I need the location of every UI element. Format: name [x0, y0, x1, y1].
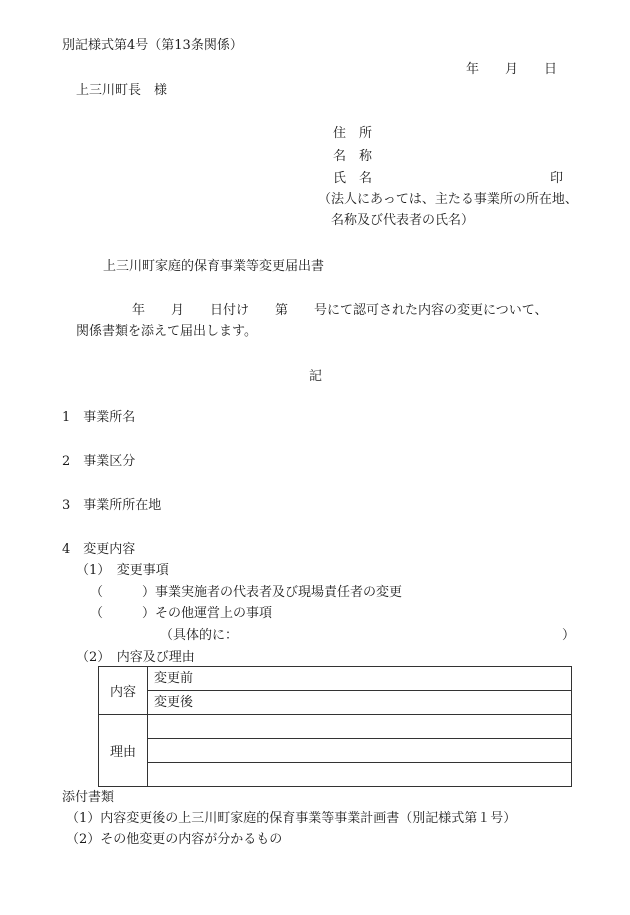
- body-line1: 年 月 日付け 第 号にて認可された内容の変更について、: [132, 303, 548, 318]
- section-office-location: 3 事業所所在地: [62, 498, 162, 513]
- document-title: 上三川町家庭的保育事業等変更届出書: [103, 259, 325, 274]
- content-label: 内容: [109, 685, 136, 700]
- attachment-item2: （2）その他変更の内容が分かるもの: [66, 832, 283, 847]
- before-cell[interactable]: [148, 667, 572, 691]
- sub-content-reason: （2） 内容及び理由: [76, 650, 195, 665]
- specific-open: （具体的に：: [160, 628, 239, 643]
- form-number: 別記様式第4号（第13条関係）: [62, 38, 243, 53]
- date-line: 年 月 日: [466, 62, 558, 77]
- ki-mark: 記: [309, 369, 323, 384]
- reason-label-cell: [99, 715, 148, 787]
- option2-text: その他運営上の事項: [155, 606, 273, 621]
- after-cell[interactable]: [148, 691, 572, 715]
- reason-line2[interactable]: [148, 739, 572, 763]
- option1-checkbox[interactable]: （ ）: [90, 585, 156, 600]
- after-label: 変更後: [154, 695, 194, 710]
- sub-change-items: （1） 変更事項: [76, 563, 169, 578]
- before-label: 変更前: [154, 671, 194, 686]
- section-office-name: 1 事業所名: [62, 410, 136, 425]
- content-label-cell: [99, 667, 148, 715]
- corporate-note-line2: 名称及び代表者の氏名）: [331, 213, 475, 228]
- address-label: 住 所: [333, 126, 373, 141]
- change-table: [98, 666, 572, 787]
- specific-close: ）: [562, 628, 576, 643]
- body-line2: 関係書類を添えて届出します。: [76, 324, 257, 339]
- seal-mark: 印: [550, 171, 564, 186]
- addressee: 上三川町長 様: [76, 83, 168, 98]
- option2-checkbox[interactable]: （ ）: [90, 606, 156, 621]
- attachments-heading: 添付書類: [62, 790, 115, 805]
- reason-line1[interactable]: [148, 715, 572, 739]
- corporate-note-line1: （法人にあっては、主たる事業所の所在地、: [318, 192, 578, 207]
- option1-text: 事業実施者の代表者及び現場責任者の変更: [155, 585, 403, 600]
- reason-line3[interactable]: [148, 763, 572, 787]
- reason-label: 理由: [109, 745, 136, 760]
- attachment-item1: （1）内容変更後の上三川町家庭的保育事業等事業計画書（別記様式第１号）: [66, 811, 517, 826]
- section-business-type: 2 事業区分: [62, 454, 136, 469]
- section-change-content: 4 変更内容: [62, 542, 136, 557]
- name-label: 名 称: [333, 149, 373, 164]
- person-name-label: 氏 名: [333, 171, 373, 186]
